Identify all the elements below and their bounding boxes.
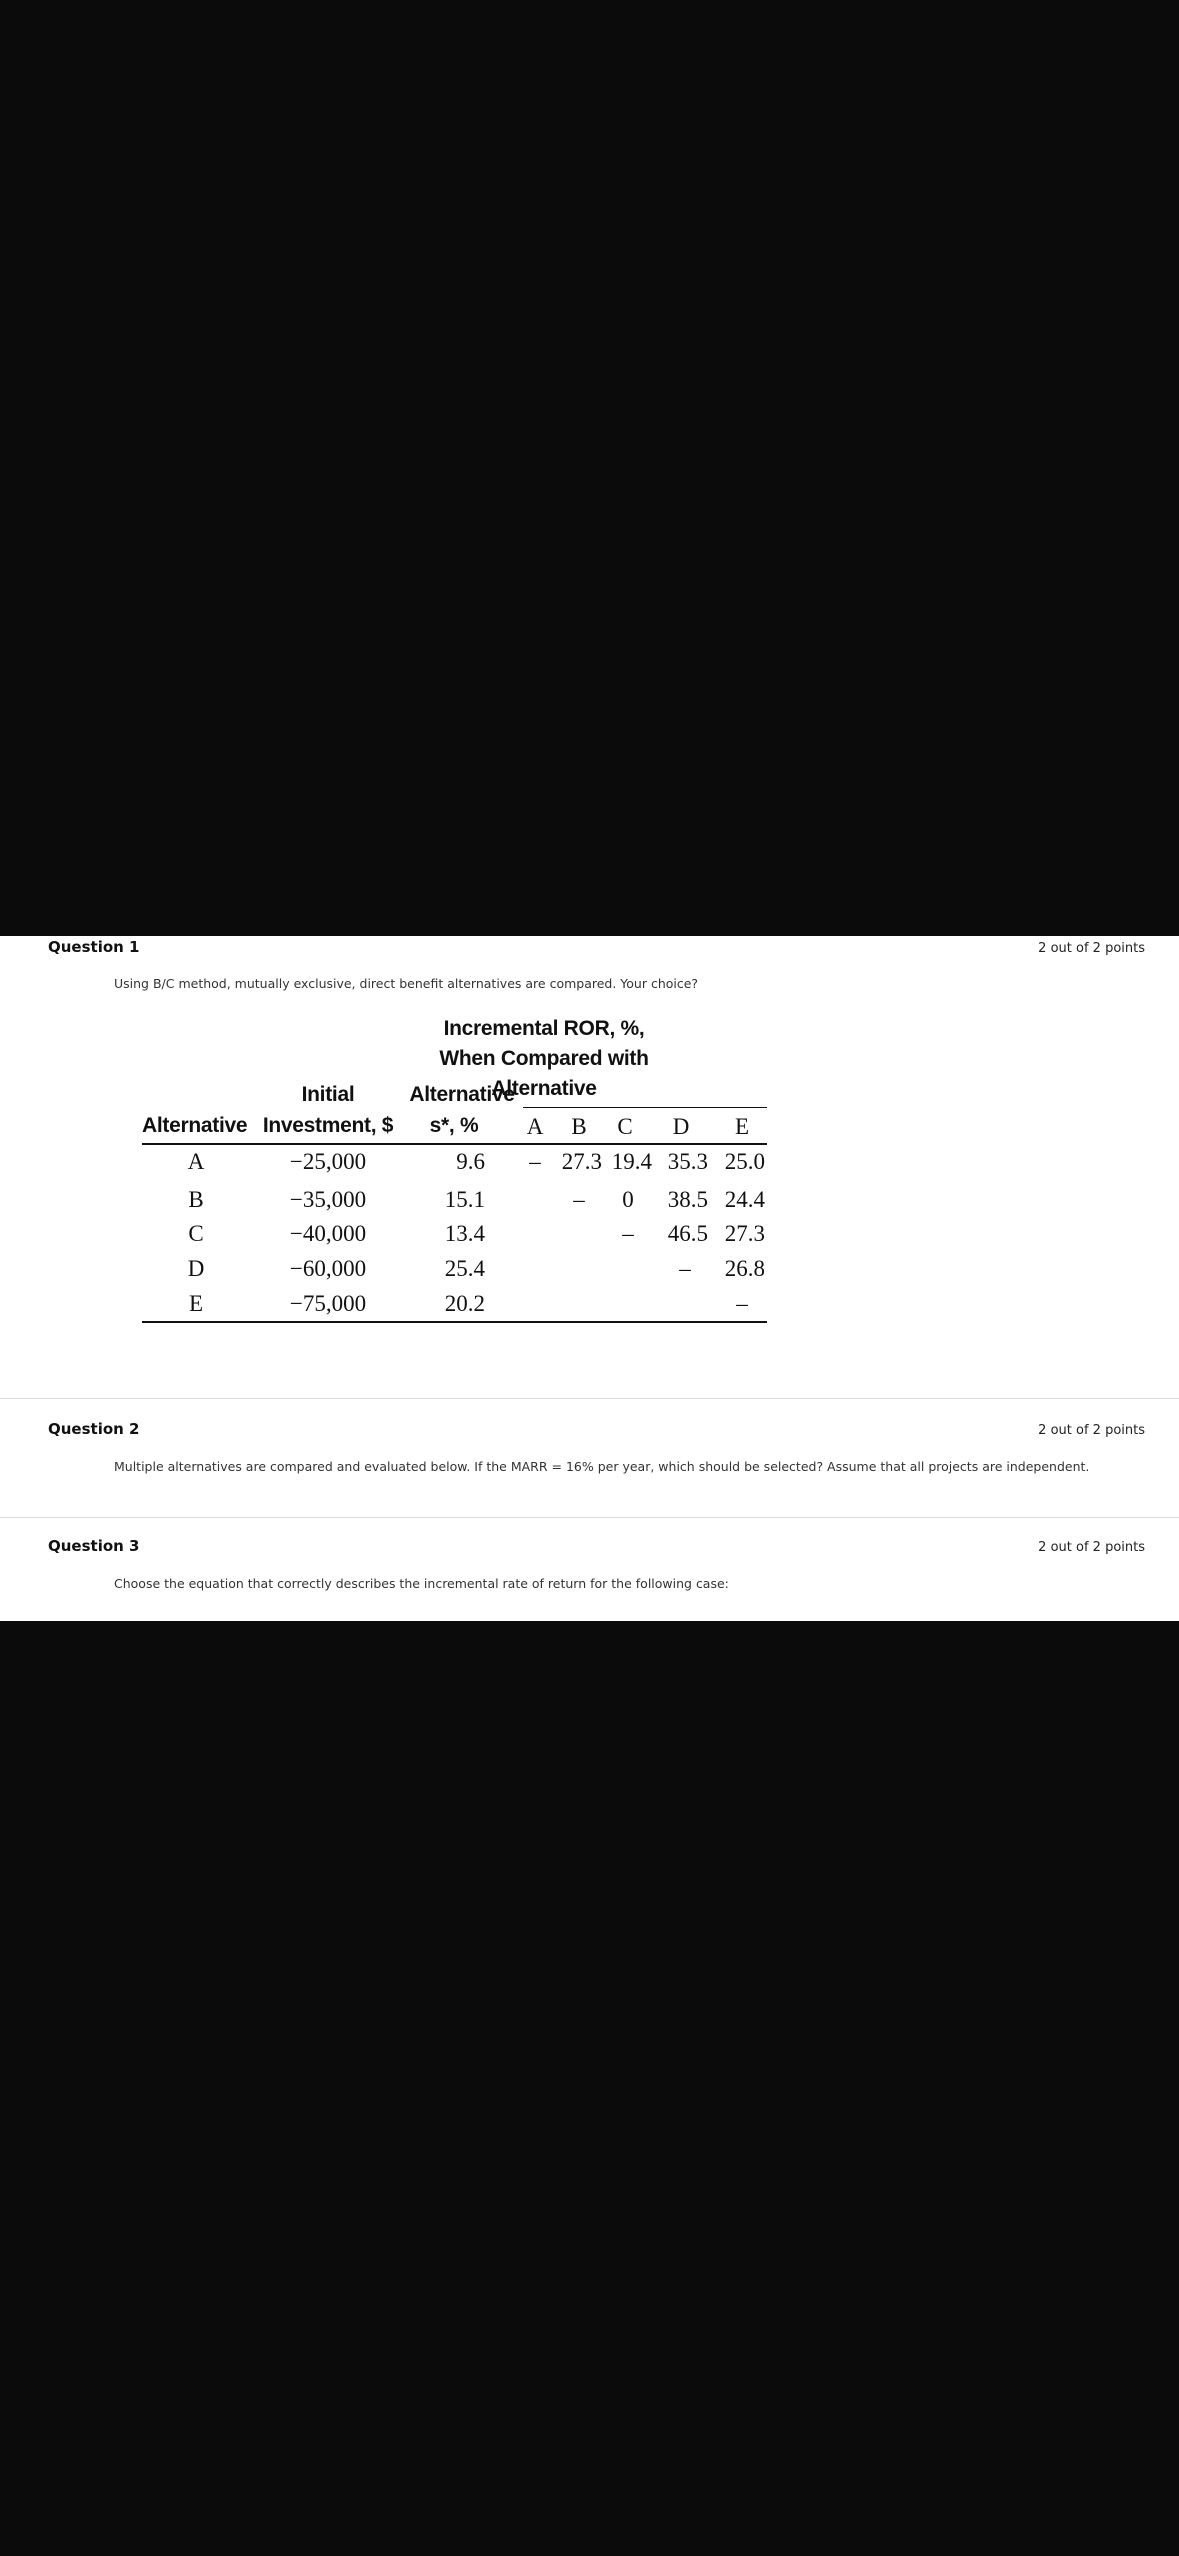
- row-d-cmp-e: 26.8: [724, 1256, 765, 1281]
- row-a-cmp-e: 25.0: [724, 1149, 765, 1174]
- row-b-cmp-d: 38.5: [667, 1187, 708, 1212]
- row-a-rate: 9.6: [456, 1149, 485, 1174]
- row-d-investment: −60,000: [289, 1256, 367, 1281]
- question-2-points: 2 out of 2 points: [1038, 1423, 1145, 1438]
- group-underline: [523, 1107, 767, 1108]
- row-c-cmp-c: –: [622, 1221, 634, 1246]
- compare-col-c: C: [617, 1114, 633, 1139]
- row-a-cmp-c: 19.4: [611, 1149, 652, 1174]
- question-1-text: Using B/C method, mutually exclusive, direct benefit alternatives are compared. Your choice?: [114, 976, 699, 991]
- col-alternative-line1: Alternative: [409, 1083, 515, 1106]
- question-1-points: 2 out of 2 points: [1038, 941, 1145, 956]
- row-a-alt: A: [187, 1149, 205, 1174]
- row-d-cmp-d: –: [679, 1256, 691, 1281]
- ror-group-header-line1: Incremental ROR, %,: [443, 1017, 645, 1040]
- row-b-cmp-b: –: [573, 1187, 585, 1212]
- row-b-investment: −35,000: [289, 1187, 367, 1212]
- question-3-text: Choose the equation that correctly describes the incremental rate of return for the following case:: [114, 1576, 729, 1591]
- row-a-cmp-b: 27.3: [561, 1149, 602, 1174]
- question-divider-1: [0, 1398, 1179, 1399]
- question-2-text: Multiple alternatives are compared and evaluated below. If the MARR = 16% per year, which should be selected? Assume that all projects are independent.: [114, 1459, 1090, 1474]
- col-initial-line2: Investment, $: [262, 1114, 394, 1137]
- compare-col-d: D: [672, 1114, 690, 1139]
- row-e-investment: −75,000: [289, 1291, 367, 1316]
- question-2-title: Question 2: [48, 1420, 140, 1438]
- row-e-rate: 20.2: [444, 1291, 485, 1316]
- compare-col-e: E: [734, 1114, 750, 1139]
- row-c-cmp-d: 46.5: [667, 1221, 708, 1246]
- row-e-alt: E: [188, 1291, 204, 1316]
- row-c-cmp-e: 27.3: [724, 1221, 765, 1246]
- header-rule: [142, 1143, 767, 1145]
- compare-col-a: A: [526, 1114, 544, 1139]
- row-d-alt: D: [187, 1256, 205, 1281]
- row-e-cmp-e: –: [736, 1291, 748, 1316]
- ror-group-header-line2: When Compared with: [439, 1047, 649, 1070]
- row-b-cmp-e: 24.4: [724, 1187, 765, 1212]
- row-a-cmp-a: –: [529, 1149, 541, 1174]
- quiz-content: [0, 936, 1179, 1621]
- row-c-alt: C: [188, 1221, 204, 1246]
- question-3-title: Question 3: [48, 1537, 140, 1555]
- row-a-investment: −25,000: [289, 1149, 367, 1174]
- row-d-rate: 25.4: [444, 1256, 485, 1281]
- col-initial-line1: Initial: [301, 1083, 355, 1106]
- question-3-points: 2 out of 2 points: [1038, 1540, 1145, 1555]
- row-b-cmp-c: 0: [622, 1187, 634, 1212]
- row-b-rate: 15.1: [444, 1187, 485, 1212]
- row-c-investment: −40,000: [289, 1221, 367, 1246]
- question-1-title: Question 1: [48, 938, 140, 956]
- col-alternative-label: Alternative: [142, 1114, 248, 1137]
- table-bottom-rule: [142, 1321, 767, 1323]
- row-a-cmp-d: 35.3: [667, 1149, 708, 1174]
- question-divider-2: [0, 1517, 1179, 1518]
- compare-col-b: B: [571, 1114, 587, 1139]
- row-b-alt: B: [188, 1187, 204, 1212]
- ror-table-image: [142, 1017, 767, 1316]
- row-c-rate: 13.4: [444, 1221, 485, 1246]
- ror-group-header-line3: Alternative: [491, 1077, 597, 1100]
- col-alternative-line2: s*, %: [429, 1114, 479, 1137]
